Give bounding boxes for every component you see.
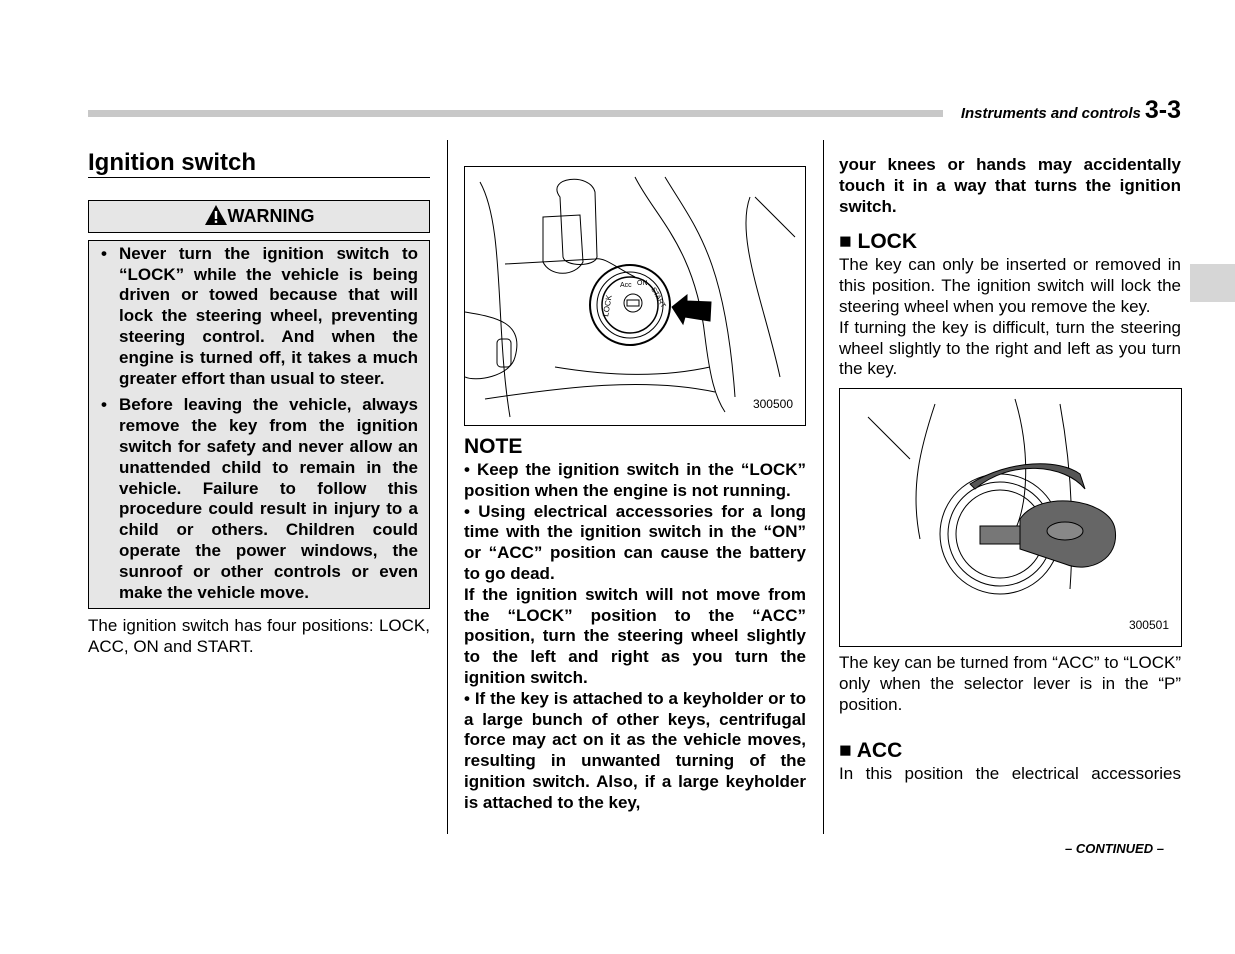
header-bar (88, 110, 943, 117)
warning-label: WARNING (227, 205, 315, 226)
column-1 (88, 150, 430, 658)
note-text: • Keep the ignition switch in the “LOCK” position when the engine is not running. (464, 460, 806, 500)
warning-text: Before leaving the vehicle, always remove the key from the ignition switch for safety and never allow an unattended child to remain in the vehicle. Failure to follow this procedure could result in injury to a child or others. Children could operate the power windows, the sunroof or other controls or even make the vehicle move. (119, 395, 418, 602)
note-continuation: your knees or hands may accidentally touch it in a way that turns the ignition switch. (839, 155, 1181, 216)
warning-box (88, 240, 430, 610)
note-text: • If the key is attached to a keyholder or to a large bunch of other keys, centrifugal force may act on it as the vehicle moves, resulting in unwanted turning of the ignition switch. Also, if a large keyholder is attached to the key, (464, 688, 806, 812)
intro-text: The ignition switch has four positions: LOCK, ACC, ON and START. (88, 616, 430, 657)
warning-text: Never turn the ignition switch to “LOCK” while the vehicle is being driven or towed because that will lock the steering wheel, preventing steering control. And when the engine is turned off, it takes a much greater effort than usual to steer. (119, 243, 418, 388)
section-title: Instruments and controls (960, 105, 1141, 122)
start-label: START (649, 286, 667, 310)
warning-header (88, 200, 430, 233)
warning-triangle-icon (204, 204, 228, 226)
lock-heading: ■ LOCK (839, 230, 918, 254)
column-divider (823, 140, 824, 834)
acc-label: Acc (620, 282, 632, 289)
warning-item: • Never turn the ignition switch to “LOCK” while the vehicle is being driven or towed because that will lock the steering wheel, preventing steering control. And when the engine is turned off, it takes a much greater effort than usual to steer. (101, 243, 418, 388)
rotation-arrow-icon (970, 464, 1085, 489)
note-text: If the ignition switch will not move from the “LOCK” position to the “ACC” position, turn the steering wheel slightly to the left and right as you turn the ignition switch. (464, 584, 806, 687)
continued-label: – CONTINUED – (1065, 841, 1164, 856)
note-text: • Using electrical accessories for a long time with the ignition switch in the “ON” or “ACC” position can cause the battery to go dead. (464, 501, 806, 583)
lock-text: The key can only be inserted or removed in this position. The ignition switch will lock the steering wheel when you remove the key. (839, 255, 1181, 316)
figure-number: 300501 (1128, 618, 1169, 633)
ignition-switch-illustration (465, 167, 805, 425)
ignition-switch-figure (464, 166, 806, 426)
lock-text: If turning the key is difficult, turn the steering wheel slightly to the right and left as you turn the key. (839, 317, 1181, 379)
note-heading: NOTE (464, 435, 523, 458)
key-turn-figure (839, 388, 1182, 647)
lock-text: The key can be turned from “ACC” to “LOCK” only when the selector lever is in the “P” position. (839, 653, 1181, 714)
lock-label: LOCK (601, 294, 614, 318)
key-turn-illustration (840, 389, 1181, 646)
section-heading: Ignition switch (88, 153, 430, 178)
figure-number: 300500 (752, 397, 793, 412)
on-label: ON (637, 280, 648, 287)
page-number: 3-3 (1144, 96, 1181, 124)
column-2 (464, 166, 806, 814)
page-header (961, 96, 1181, 125)
column-3 (839, 155, 1181, 784)
warning-item: • Before leaving the vehicle, always remove the key from the ignition switch for safety and never allow an unattended child to remain in the vehicle. Failure to follow this procedure could result in injury to a child or others. Children could operate the power windows, the sunroof or other controls or even make the vehicle move. (101, 395, 418, 602)
arrow-icon (672, 295, 711, 324)
section-tab (1190, 264, 1235, 302)
column-divider (447, 140, 448, 834)
acc-heading: ■ ACC (839, 738, 903, 762)
acc-text: In this position the electrical accessories (839, 763, 1181, 783)
